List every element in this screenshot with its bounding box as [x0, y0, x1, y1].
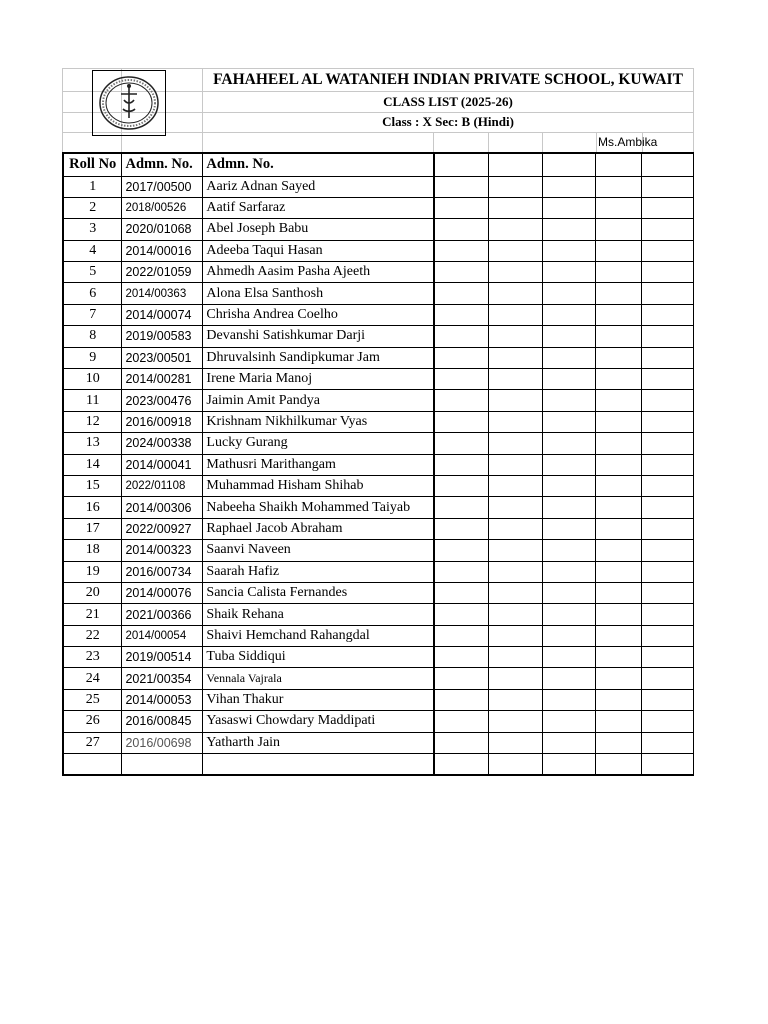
- blank-cell: [596, 390, 642, 411]
- blank-cell: [489, 689, 543, 710]
- admission-no-cell: 2014/00363: [122, 283, 203, 304]
- table-header-row: [63, 153, 694, 176]
- blank-cell: [542, 475, 596, 496]
- table-row: [63, 326, 694, 347]
- blank-cell: [489, 497, 543, 518]
- admission-no-cell: 2014/00306: [122, 497, 203, 518]
- blank-cell: [596, 240, 642, 261]
- blank-cell: [542, 411, 596, 432]
- blank-cell: [489, 518, 543, 539]
- table-row: [63, 369, 694, 390]
- blank-cell: [542, 561, 596, 582]
- blank-cell: [203, 754, 434, 775]
- student-name-cell: Shaivi Hemchand Rahangdal: [203, 625, 434, 646]
- blank-cell: [489, 326, 543, 347]
- blank-cell: [434, 668, 489, 689]
- blank-cell: [434, 283, 489, 304]
- roll-no-cell: 17: [63, 518, 122, 539]
- student-name-cell: Raphael Jacob Abraham: [203, 518, 434, 539]
- student-name-cell: Irene Maria Manoj: [203, 369, 434, 390]
- table-row: [63, 604, 694, 625]
- roll-no-cell: 21: [63, 604, 122, 625]
- blank-cell: [542, 153, 596, 176]
- table-row: [63, 197, 694, 218]
- table-row: [63, 689, 694, 710]
- table-row: [63, 283, 694, 304]
- blank-cell: [642, 668, 694, 689]
- blank-cell: [434, 689, 489, 710]
- admission-no-cell: 2022/01059: [122, 262, 203, 283]
- student-name-cell: Mathusri Marithangam: [203, 454, 434, 475]
- blank-cell: [596, 347, 642, 368]
- student-name-cell: Saarah Hafiz: [203, 561, 434, 582]
- blank-cell: [489, 153, 543, 176]
- blank-cell: [596, 326, 642, 347]
- blank-cell: [542, 711, 596, 732]
- blank-cell: [434, 475, 489, 496]
- admission-no-cell: 2019/00583: [122, 326, 203, 347]
- blank-cell: [434, 433, 489, 454]
- table-row: [63, 219, 694, 240]
- blank-cell: [489, 454, 543, 475]
- table-row: [63, 390, 694, 411]
- blank-cell: [122, 754, 203, 775]
- blank-cell: [542, 540, 596, 561]
- blank-cell: [642, 326, 694, 347]
- roll-no-cell: 8: [63, 326, 122, 347]
- blank-cell: [489, 219, 543, 240]
- blank-cell: [489, 347, 543, 368]
- blank-cell: [596, 711, 642, 732]
- blank-cell: [434, 604, 489, 625]
- student-name-cell: Devanshi Satishkumar Darji: [203, 326, 434, 347]
- blank-cell: [434, 369, 489, 390]
- blank-cell: [542, 604, 596, 625]
- student-name-cell: Tuba Siddiqui: [203, 647, 434, 668]
- admission-no-cell: 2021/00366: [122, 604, 203, 625]
- blank-cell: [434, 754, 489, 775]
- admission-no-cell: 2016/00918: [122, 411, 203, 432]
- roll-no-cell: 12: [63, 411, 122, 432]
- table-row: [63, 176, 694, 197]
- roll-no-cell: 7: [63, 304, 122, 325]
- blank-cell: [542, 369, 596, 390]
- blank-cell: [489, 561, 543, 582]
- blank-cell: [489, 304, 543, 325]
- student-name-cell: Yasaswi Chowdary Maddipati: [203, 711, 434, 732]
- blank-cell: [542, 689, 596, 710]
- blank-cell: [642, 518, 694, 539]
- student-name-cell: Sancia Calista Fernandes: [203, 582, 434, 603]
- roll-no-cell: 3: [63, 219, 122, 240]
- blank-cell: [434, 518, 489, 539]
- admission-no-cell: 2024/00338: [122, 433, 203, 454]
- blank-cell: [542, 304, 596, 325]
- roll-no-cell: 18: [63, 540, 122, 561]
- blank-cell: [596, 497, 642, 518]
- roll-no-cell: 15: [63, 475, 122, 496]
- admission-no-cell: 2017/00500: [122, 176, 203, 197]
- admission-no-cell: 2022/00927: [122, 518, 203, 539]
- roll-no-cell: 23: [63, 647, 122, 668]
- table-row: [63, 262, 694, 283]
- roll-no-cell: 19: [63, 561, 122, 582]
- blank-cell: [489, 732, 543, 753]
- table-row: [63, 304, 694, 325]
- student-name-cell: Yatharth Jain: [203, 732, 434, 753]
- blank-cell: [542, 433, 596, 454]
- school-crest-icon: [97, 74, 161, 132]
- blank-cell: [642, 304, 694, 325]
- blank-cell: [596, 604, 642, 625]
- roll-no-cell: 14: [63, 454, 122, 475]
- blank-cell: [542, 262, 596, 283]
- blank-cell: [434, 561, 489, 582]
- roll-no-cell: 16: [63, 497, 122, 518]
- blank-cell: [596, 518, 642, 539]
- student-name-cell: Aatif Sarfaraz: [203, 197, 434, 218]
- roll-no-cell: 4: [63, 240, 122, 261]
- gridline: [542, 132, 543, 152]
- blank-cell: [489, 668, 543, 689]
- blank-cell: [596, 153, 642, 176]
- admission-no-cell: 2014/00074: [122, 304, 203, 325]
- blank-cell: [642, 497, 694, 518]
- blank-cell: [489, 582, 543, 603]
- blank-cell: [434, 625, 489, 646]
- blank-cell: [542, 647, 596, 668]
- gridline: [488, 132, 489, 152]
- blank-cell: [434, 153, 489, 176]
- student-name-cell: Adeeba Taqui Hasan: [203, 240, 434, 261]
- table-row: [63, 240, 694, 261]
- class-list-table: [62, 152, 694, 776]
- student-name-cell: Aariz Adnan Sayed: [203, 176, 434, 197]
- header-admn-no: Admn. No.: [122, 153, 203, 176]
- roll-no-cell: 13: [63, 433, 122, 454]
- blank-cell: [642, 262, 694, 283]
- admission-no-cell: 2016/00845: [122, 711, 203, 732]
- blank-cell: [596, 411, 642, 432]
- table-row: [63, 625, 694, 646]
- student-name-cell: Ahmedh Aasim Pasha Ajeeth: [203, 262, 434, 283]
- blank-cell: [596, 689, 642, 710]
- blank-cell: [642, 240, 694, 261]
- empty-row: [63, 754, 694, 775]
- table-row: [63, 647, 694, 668]
- table-row: [63, 540, 694, 561]
- blank-cell: [489, 625, 543, 646]
- blank-cell: [642, 219, 694, 240]
- blank-cell: [434, 582, 489, 603]
- blank-cell: [489, 369, 543, 390]
- blank-cell: [642, 283, 694, 304]
- blank-cell: [596, 475, 642, 496]
- blank-cell: [542, 454, 596, 475]
- blank-cell: [489, 540, 543, 561]
- blank-cell: [542, 176, 596, 197]
- blank-cell: [642, 540, 694, 561]
- admission-no-cell: 2014/00053: [122, 689, 203, 710]
- table-row: [63, 347, 694, 368]
- student-name-cell: Shaik Rehana: [203, 604, 434, 625]
- blank-cell: [642, 582, 694, 603]
- blank-cell: [489, 283, 543, 304]
- header-student-name: Admn. No.: [203, 153, 434, 176]
- student-name-cell: Vennala Vajrala: [203, 668, 434, 689]
- blank-cell: [542, 326, 596, 347]
- blank-cell: [489, 604, 543, 625]
- blank-cell: [596, 668, 642, 689]
- blank-cell: [489, 390, 543, 411]
- admission-no-cell: 2019/00514: [122, 647, 203, 668]
- admission-no-cell: 2014/00323: [122, 540, 203, 561]
- blank-cell: [596, 197, 642, 218]
- student-name-cell: Nabeeha Shaikh Mohammed Taiyab: [203, 497, 434, 518]
- blank-cell: [542, 219, 596, 240]
- blank-cell: [642, 369, 694, 390]
- blank-cell: [642, 153, 694, 176]
- blank-cell: [542, 240, 596, 261]
- blank-cell: [596, 262, 642, 283]
- admission-no-cell: 2016/00734: [122, 561, 203, 582]
- student-name-cell: Krishnam Nikhilkumar Vyas: [203, 411, 434, 432]
- blank-cell: [596, 304, 642, 325]
- roll-no-cell: 9: [63, 347, 122, 368]
- blank-cell: [596, 219, 642, 240]
- gridline: [62, 68, 63, 152]
- blank-cell: [542, 754, 596, 775]
- blank-cell: [434, 390, 489, 411]
- student-name-cell: Abel Joseph Babu: [203, 219, 434, 240]
- student-name-cell: Lucky Gurang: [203, 433, 434, 454]
- blank-cell: [489, 197, 543, 218]
- blank-cell: [434, 711, 489, 732]
- admission-no-cell: 2014/00054: [122, 625, 203, 646]
- blank-cell: [434, 647, 489, 668]
- blank-cell: [489, 754, 543, 775]
- blank-cell: [596, 561, 642, 582]
- blank-cell: [434, 347, 489, 368]
- admission-no-cell: 2016/00698: [122, 732, 203, 753]
- student-name-cell: Muhammad Hisham Shihab: [203, 475, 434, 496]
- roll-no-cell: 24: [63, 668, 122, 689]
- blank-cell: [434, 540, 489, 561]
- blank-cell: [542, 390, 596, 411]
- school-logo: [92, 70, 166, 136]
- blank-cell: [596, 647, 642, 668]
- blank-cell: [642, 433, 694, 454]
- blank-cell: [434, 176, 489, 197]
- blank-cell: [489, 176, 543, 197]
- blank-cell: [434, 732, 489, 753]
- student-name-cell: Jaimin Amit Pandya: [203, 390, 434, 411]
- blank-cell: [596, 369, 642, 390]
- blank-cell: [642, 711, 694, 732]
- gridline: [62, 68, 694, 69]
- blank-cell: [542, 582, 596, 603]
- blank-cell: [434, 411, 489, 432]
- blank-cell: [489, 711, 543, 732]
- admission-no-cell: 2014/00041: [122, 454, 203, 475]
- blank-cell: [434, 304, 489, 325]
- blank-cell: [642, 689, 694, 710]
- blank-cell: [642, 604, 694, 625]
- header-roll-no: Roll No: [63, 153, 122, 176]
- table-row: [63, 497, 694, 518]
- table-row: [63, 582, 694, 603]
- blank-cell: [63, 754, 122, 775]
- blank-cell: [596, 754, 642, 775]
- blank-cell: [542, 668, 596, 689]
- blank-cell: [642, 647, 694, 668]
- blank-cell: [642, 197, 694, 218]
- blank-cell: [642, 732, 694, 753]
- roll-no-cell: 2: [63, 197, 122, 218]
- blank-cell: [542, 347, 596, 368]
- blank-cell: [642, 561, 694, 582]
- blank-cell: [489, 475, 543, 496]
- blank-cell: [596, 283, 642, 304]
- admission-no-cell: 2014/00281: [122, 369, 203, 390]
- blank-cell: [596, 454, 642, 475]
- blank-cell: [642, 625, 694, 646]
- admission-no-cell: 2014/00076: [122, 582, 203, 603]
- roll-no-cell: 25: [63, 689, 122, 710]
- blank-cell: [489, 411, 543, 432]
- roll-no-cell: 11: [63, 390, 122, 411]
- blank-cell: [489, 647, 543, 668]
- table-row: [63, 668, 694, 689]
- blank-cell: [434, 326, 489, 347]
- blank-cell: [642, 347, 694, 368]
- roll-no-cell: 10: [63, 369, 122, 390]
- blank-cell: [642, 176, 694, 197]
- table-row: [63, 411, 694, 432]
- gridline: [596, 132, 597, 152]
- roll-no-cell: 1: [63, 176, 122, 197]
- blank-cell: [542, 197, 596, 218]
- blank-cell: [434, 240, 489, 261]
- roll-no-cell: 26: [63, 711, 122, 732]
- table-row: [63, 475, 694, 496]
- blank-cell: [434, 262, 489, 283]
- admission-no-cell: 2018/00526: [122, 197, 203, 218]
- blank-cell: [642, 411, 694, 432]
- gridline: [433, 132, 434, 152]
- blank-cell: [596, 176, 642, 197]
- table-row: [63, 732, 694, 753]
- blank-cell: [434, 497, 489, 518]
- student-name-cell: Alona Elsa Santhosh: [203, 283, 434, 304]
- blank-cell: [642, 390, 694, 411]
- blank-cell: [489, 433, 543, 454]
- blank-cell: [596, 582, 642, 603]
- blank-cell: [542, 518, 596, 539]
- roll-no-cell: 6: [63, 283, 122, 304]
- admission-no-cell: 2014/00016: [122, 240, 203, 261]
- table-row: [63, 711, 694, 732]
- blank-cell: [596, 540, 642, 561]
- blank-cell: [596, 732, 642, 753]
- blank-cell: [642, 475, 694, 496]
- blank-cell: [596, 433, 642, 454]
- blank-cell: [642, 454, 694, 475]
- table-row: [63, 518, 694, 539]
- admission-no-cell: 2022/01108: [122, 475, 203, 496]
- admission-no-cell: 2021/00354: [122, 668, 203, 689]
- school-name: FAHAHEEL AL WATANIEH INDIAN PRIVATE SCHOOL, KUWAIT: [213, 71, 683, 88]
- table-row: [63, 433, 694, 454]
- blank-cell: [542, 497, 596, 518]
- blank-cell: [642, 754, 694, 775]
- roll-no-cell: 5: [63, 262, 122, 283]
- student-name-cell: Chrisha Andrea Coelho: [203, 304, 434, 325]
- blank-cell: [434, 219, 489, 240]
- table-row: [63, 454, 694, 475]
- blank-cell: [434, 454, 489, 475]
- blank-cell: [434, 197, 489, 218]
- admission-no-cell: 2023/00501: [122, 347, 203, 368]
- blank-cell: [489, 262, 543, 283]
- blank-cell: [542, 732, 596, 753]
- roll-no-cell: 27: [63, 732, 122, 753]
- blank-cell: [489, 240, 543, 261]
- student-name-cell: Saanvi Naveen: [203, 540, 434, 561]
- admission-no-cell: 2020/01068: [122, 219, 203, 240]
- roll-no-cell: 22: [63, 625, 122, 646]
- teacher-name: Ms.Ambika: [598, 135, 658, 149]
- roll-no-cell: 20: [63, 582, 122, 603]
- blank-cell: [542, 283, 596, 304]
- class-info: Class : X Sec: B (Hindi): [382, 114, 514, 129]
- student-name-cell: Vihan Thakur: [203, 689, 434, 710]
- list-title: CLASS LIST (2025-26): [383, 94, 513, 109]
- admission-no-cell: 2023/00476: [122, 390, 203, 411]
- blank-cell: [542, 625, 596, 646]
- student-name-cell: Dhruvalsinh Sandipkumar Jam: [203, 347, 434, 368]
- blank-cell: [596, 625, 642, 646]
- table-row: [63, 561, 694, 582]
